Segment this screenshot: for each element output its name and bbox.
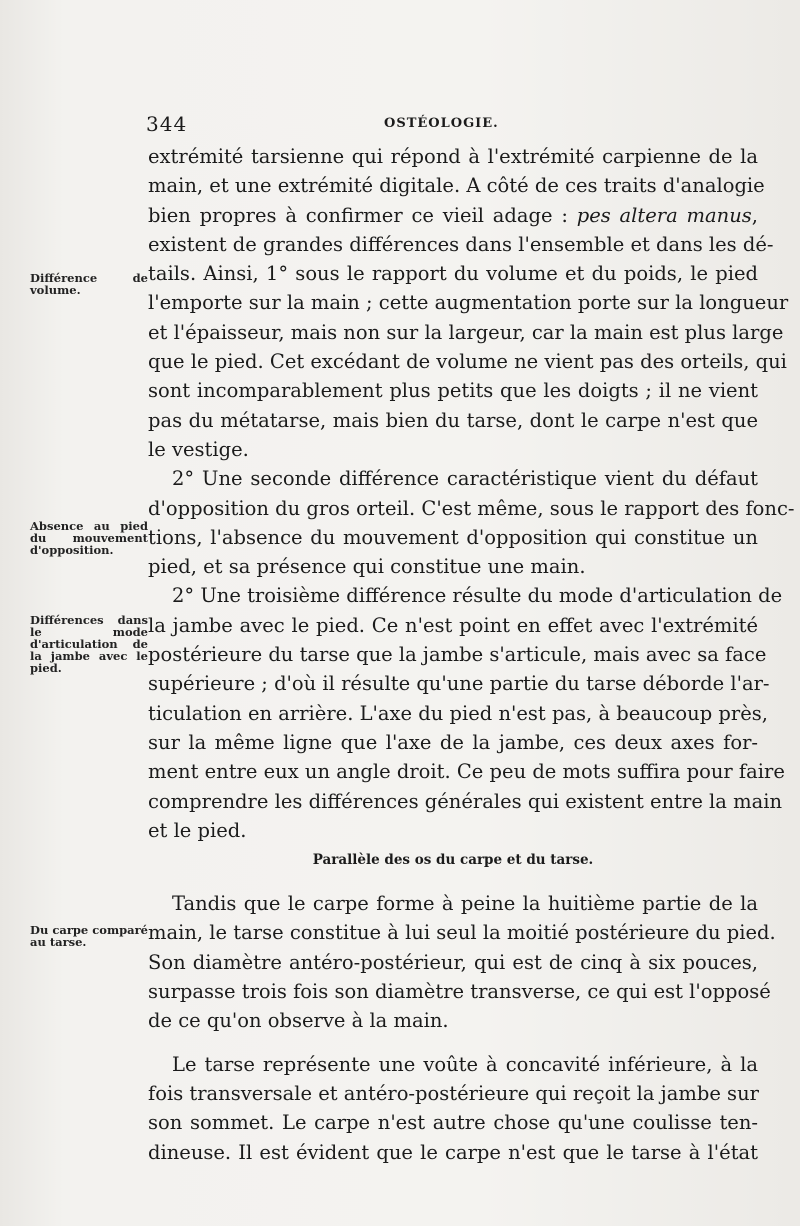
text-line: tails. Ainsi, 1° sous le rapport du volume et du poids, le pied [148, 262, 758, 286]
text-line: son sommet. Le carpe n'est autre chose qu'une coulisse ten- [148, 1111, 758, 1135]
text-line: et l'épaisseur, mais non sur la largeur, car la main est plus large [148, 320, 784, 344]
text-line: ticulation en arrière. L'axe du pied n'est pas, à beaucoup près, [148, 701, 768, 725]
text-line: Son diamètre antéro-postérieur, qui est de cinq à six pouces, [148, 950, 758, 974]
text-line: d'opposition du gros orteil. C'est même, sous le rapport des fonc- [148, 496, 795, 520]
text-line: sont incomparablement plus petits que les doigts ; il ne vient [148, 379, 758, 403]
text-line: ment entre eux un angle droit. Ce peu de mots suffira pour faire [148, 760, 785, 784]
text-line: postérieure du tarse que la jambe s'articule, mais avec sa face [148, 643, 767, 667]
body-text [148, 142, 795, 1167]
paragraph [148, 142, 789, 464]
page-number: 344 [146, 112, 188, 136]
text-line: la jambe avec le pied. Ce n'est point en effet avec l'extrémité [148, 613, 758, 637]
text-line: extrémité tarsienne qui répond à l'extrémité carpienne de la [148, 145, 758, 168]
text-line: Tandis que le carpe forme à peine la huitième partie de la [172, 892, 758, 916]
section-heading: Parallèle des os du carpe et du tarse. [312, 852, 594, 869]
text-line: main, le tarse constitue à lui seul la moitié postérieure du pied. [148, 921, 776, 945]
margin-note: Du carpe comparé au tarse. [30, 923, 148, 949]
text-line: de ce qu'on observe à la main. [148, 1009, 449, 1033]
paragraph [148, 889, 776, 1035]
text-line: surpasse trois fois son diamètre transverse, ce qui est l'opposé [148, 980, 771, 1004]
text-line: tions, l'absence du mouvement d'opposition qui constitue un [148, 525, 758, 549]
paragraph [148, 581, 785, 845]
text-line: bien propres à confirmer ce vieil adage : pes altera manus, [148, 203, 758, 227]
text-line: le vestige. [148, 437, 249, 461]
text-line: et le pied. [148, 818, 247, 842]
text-line: dineuse. Il est évident que le carpe n'est que le tarse à l'état [148, 1140, 758, 1164]
text-line: que le pied. Cet excédant de volume ne vient pas des orteils, qui [148, 350, 787, 374]
text-line: fois transversale et antéro-postérieure qui reçoit la jambe sur [148, 1081, 759, 1105]
text-line: l'emporte sur la main ; cette augmentation porte sur la longueur [148, 291, 789, 315]
margin-note: Absence au pied du mouvement d'opposition. [30, 519, 148, 557]
running-head: OSTÉOLOGIE. [384, 116, 499, 131]
text-line: pied, et sa présence qui constitue une main. [148, 555, 586, 579]
margin-note: Différence de volume. [30, 271, 148, 297]
text-line: 2° Une seconde différence caractéristique vient du défaut [172, 467, 758, 491]
text-line: existent de grandes différences dans l'ensemble et dans les dé- [148, 232, 774, 256]
text-line: supérieure ; d'où il résulte qu'une partie du tarse déborde l'ar- [148, 672, 770, 696]
text-line: sur la même ligne que l'axe de la jambe, ces deux axes for- [148, 730, 758, 754]
paragraph [148, 1050, 758, 1167]
page-header [0, 112, 800, 136]
text-line: pas du métatarse, mais bien du tarse, dont le carpe n'est que [148, 408, 758, 432]
text-line: comprendre les différences générales qui existent entre la main [148, 789, 783, 813]
text-line: main, et une extrémité digitale. A côté de ces traits d'analogie [148, 174, 765, 198]
paragraph [148, 464, 795, 581]
text-line: Le tarse représente une voûte à concavité inférieure, à la [172, 1052, 758, 1076]
margin-note: Différences dans le mode d'articulation de la jambe avec le pied. [30, 613, 148, 675]
text-line: 2° Une troisième différence résulte du mode d'articulation de [172, 584, 783, 608]
